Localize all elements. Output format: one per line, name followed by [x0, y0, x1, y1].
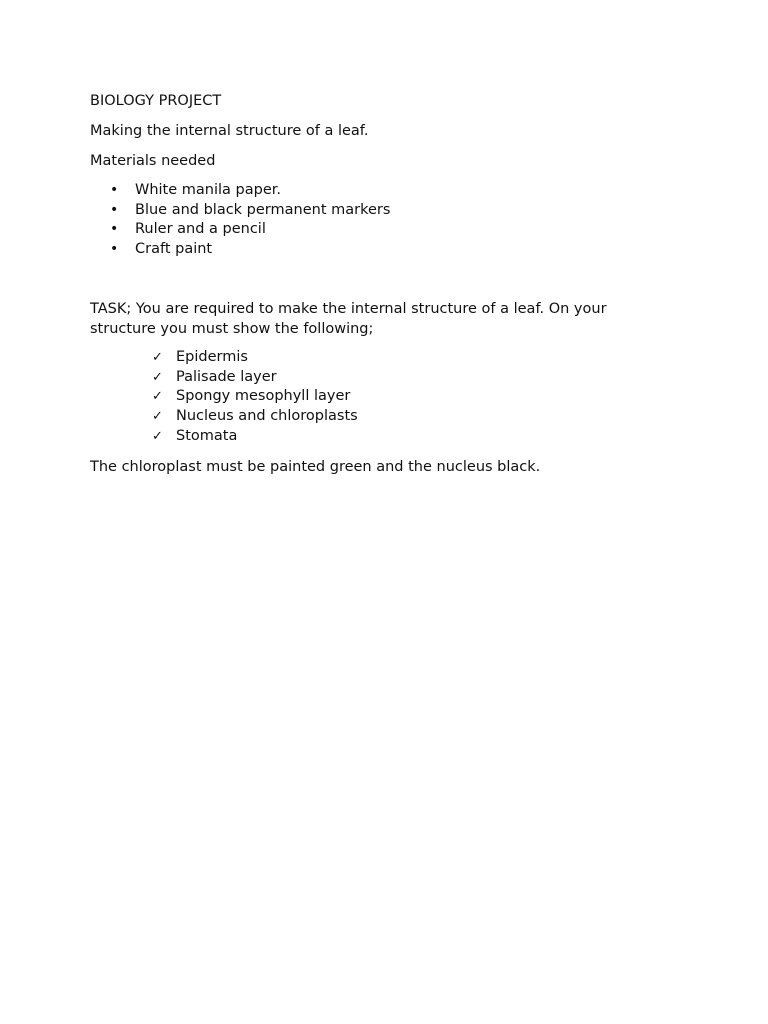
- requirement-label: Palisade layer: [176, 368, 277, 385]
- bullet-icon: •: [110, 201, 119, 218]
- requirement-label: Spongy mesophyll layer: [176, 388, 351, 405]
- checkmark-icon: ✓: [152, 389, 163, 405]
- closing-note: The chloroplast must be painted green and the nucleus black.: [90, 459, 541, 475]
- bullet-icon: •: [110, 221, 119, 238]
- checkmark-icon: ✓: [152, 369, 163, 385]
- checkmark-icon: ✓: [152, 428, 163, 444]
- checkmark-icon: ✓: [152, 409, 163, 425]
- document-subtitle: Making the internal structure of a leaf.: [90, 123, 369, 139]
- materials-item-label: White manila paper.: [135, 182, 281, 198]
- requirement-label: Epidermis: [176, 349, 248, 365]
- bullet-icon: •: [110, 182, 119, 198]
- materials-item-label: Blue and black permanent markers: [135, 201, 391, 218]
- materials-item-label: Ruler and a pencil: [135, 221, 266, 238]
- document-title: BIOLOGY PROJECT: [90, 93, 222, 109]
- checkmark-icon: ✓: [152, 350, 163, 365]
- task-paragraph: TASK; You are required to make the internal structure of a leaf. On your structure you must show the following;: [90, 301, 607, 337]
- materials-heading: Materials needed: [90, 153, 216, 169]
- bullet-icon: •: [110, 241, 119, 258]
- materials-item-label: Craft paint: [135, 241, 213, 258]
- requirement-label: Stomata: [176, 427, 238, 444]
- requirement-label: Nucleus and chloroplasts: [176, 408, 358, 425]
